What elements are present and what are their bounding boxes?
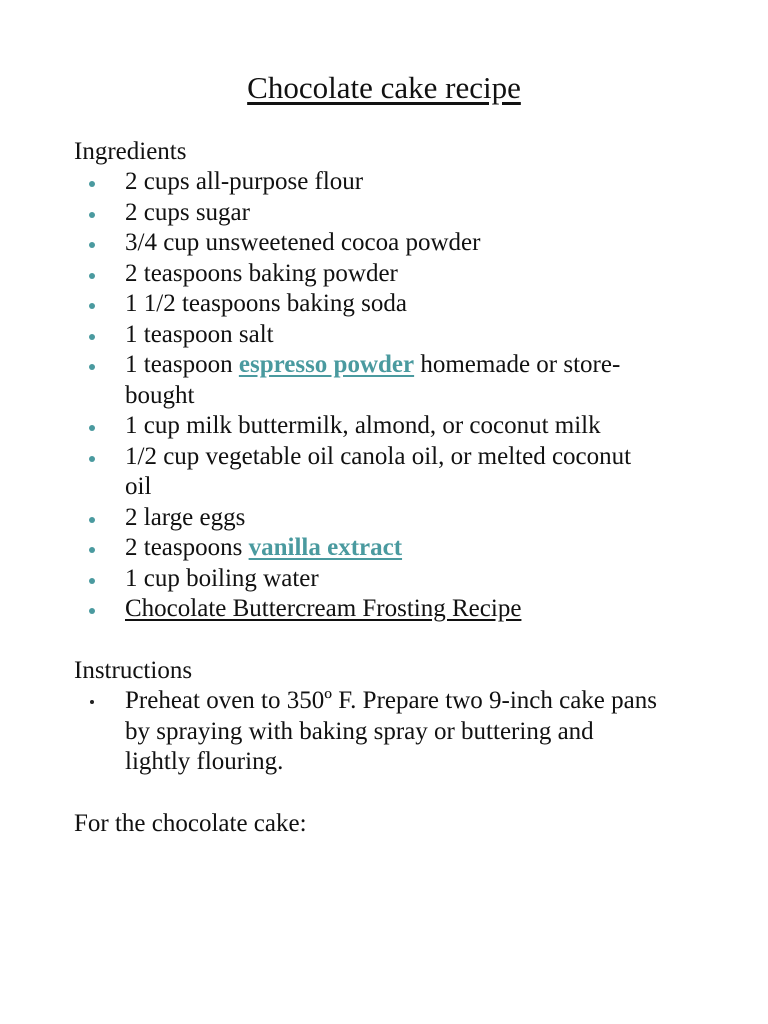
list-item: 1 teaspoon salt <box>0 320 700 351</box>
list-item: 2 cups all-purpose flour <box>0 167 700 198</box>
list-item: 2 teaspoons baking powder <box>0 259 700 290</box>
ingredient-text: 1 teaspoon <box>125 351 239 378</box>
list-item: 2 cups sugar <box>0 198 700 229</box>
espresso-powder-link[interactable]: espresso powder <box>238 351 415 378</box>
list-item <box>0 594 700 625</box>
list-item: 3/4 cup unsweetened cocoa powder <box>0 228 700 259</box>
ingredients-heading: Ingredients <box>74 138 187 165</box>
list-item: Preheat oven to 350º F. Prepare two 9-inch cake pans by spraying with baking spray or buttering and lightly flouring. <box>0 686 700 778</box>
page-title: Chocolate cake recipe <box>247 70 521 105</box>
ingredient-text: 2 teaspoons <box>125 534 249 561</box>
list-item: 1/2 cup vegetable oil canola oil, or melted coconut oil <box>0 442 700 503</box>
list-item <box>0 350 700 411</box>
instructions-heading: Instructions <box>74 657 193 684</box>
list-item: 2 large eggs <box>0 503 700 534</box>
list-item: 1 cup boiling water <box>0 564 700 595</box>
frosting-recipe-link[interactable]: Chocolate Buttercream Frosting Recipe <box>125 595 522 622</box>
list-item <box>0 533 700 564</box>
ingredient-text: homemade or store-bought <box>125 351 621 409</box>
list-item: 1 1/2 teaspoons baking soda <box>0 289 700 320</box>
list-item: 1 cup milk buttermilk, almond, or coconut milk <box>0 411 700 442</box>
ingredients-list <box>0 167 700 625</box>
instructions-list <box>0 686 700 778</box>
section-heading: For the chocolate cake: <box>74 810 307 837</box>
vanilla-extract-link[interactable]: vanilla extract <box>248 534 403 561</box>
